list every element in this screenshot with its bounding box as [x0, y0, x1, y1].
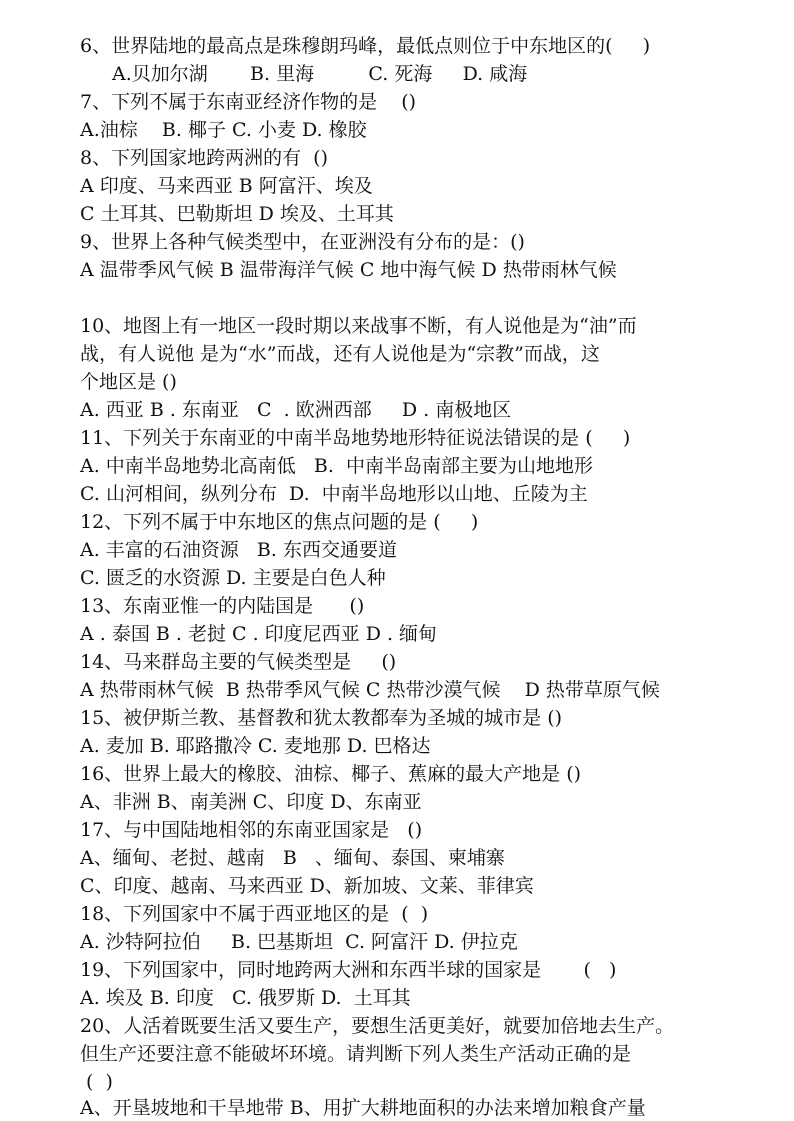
q9-stem: 9、世界上各种气候类型中，在亚洲没有分布的是：() [80, 231, 525, 253]
q8-options-2: C 土耳其、巴勒斯坦 D 埃及、土耳其 [80, 203, 394, 225]
q16-stem: 16、世界上最大的橡胶、油棕、椰子、蕉麻的最大产地是 () [80, 763, 582, 785]
q17-options-2: C、印度、越南、马来西亚 D、新加坡、文莱、菲律宾 [80, 875, 534, 897]
q19-stem: 19、下列国家中，同时地跨两大洲和东西半球的国家是 ( ) [80, 959, 617, 981]
q15-options: A. 麦加 B. 耶路撒冷 C. 麦地那 D. 巴格达 [80, 735, 431, 757]
q8-stem: 8、下列国家地跨两洲的有 () [80, 147, 328, 169]
q12-options-2: C. 匮乏的水资源 D. 主要是白色人种 [80, 567, 386, 589]
q8-options-1: A 印度、马来西亚 B 阿富汗、埃及 [80, 175, 373, 197]
q10-options: A. 西亚 B . 东南亚 C . 欧洲西部 D . 南极地区 [80, 399, 512, 421]
q18-stem: 18、下列国家中不属于西亚地区的是 ( ) [80, 903, 429, 925]
q11-stem: 11、下列关于东南亚的中南半岛地势地形特征说法错误的是 ( ) [80, 427, 631, 449]
q11-options-2: C. 山河相间，纵列分布 D. 中南半岛地形以山地、丘陵为主 [80, 483, 588, 505]
q7-stem: 7、下列不属于东南亚经济作物的是 () [80, 91, 417, 113]
q7-options: A.油棕 B. 椰子 C. 小麦 D. 橡胶 [80, 119, 367, 141]
q17-stem: 17、与中国陆地相邻的东南亚国家是 () [80, 819, 423, 841]
q20-stem-3: ( ) [80, 1071, 113, 1093]
q18-options: A. 沙特阿拉伯 B. 巴基斯坦 C. 阿富汗 D. 伊拉克 [80, 931, 518, 953]
q10-stem-2: 战，有人说他 是为“水”而战，还有人说他是为“宗教”而战，这 [80, 343, 600, 365]
q20-options: A、开垦坡地和干旱地带 B、用扩大耕地面积的办法来增加粮食产量 [80, 1097, 646, 1119]
q20-stem-1: 20、人活着既要生活又要生产，要想生活更美好，就要加倍地去生产。 [80, 1015, 675, 1037]
q6-stem: 6、世界陆地的最高点是珠穆朗玛峰，最低点则位于中东地区的( ) [80, 35, 651, 57]
q13-stem: 13、东南亚惟一的内陆国是 () [80, 595, 365, 617]
q11-options-1: A. 中南半岛地势北高南低 B. 中南半岛南部主要为山地地形 [80, 455, 594, 477]
q19-options: A. 埃及 B. 印度 C. 俄罗斯 D. 土耳其 [80, 987, 411, 1009]
q13-options: A . 泰国 B . 老挝 C . 印度尼西亚 D . 缅甸 [80, 623, 438, 645]
q14-options: A 热带雨林气候 B 热带季风气候 C 热带沙漠气候 D 热带草原气候 [80, 679, 660, 701]
q10-stem-1: 10、地图上有一地区一段时期以来战事不断，有人说他是为“油”而 [80, 315, 637, 337]
q15-stem: 15、被伊斯兰教、基督教和犹太教都奉为圣城的城市是 () [80, 707, 563, 729]
q9-options: A 温带季风气候 B 温带海洋气候 C 地中海气候 D 热带雨林气候 [80, 259, 617, 281]
q16-options: A、非洲 B、南美洲 C、印度 D、东南亚 [80, 791, 422, 813]
q20-stem-2: 但生产还要注意不能破坏环境。请判断下列人类生产活动正确的是 [80, 1043, 632, 1065]
q12-options-1: A. 丰富的石油资源 B. 东西交通要道 [80, 539, 397, 561]
q14-stem: 14、马来群岛主要的气候类型是 () [80, 651, 397, 673]
q12-stem: 12、下列不属于中东地区的焦点问题的是 ( ) [80, 511, 479, 533]
q6-options: A.贝加尔湖 B. 里海 C. 死海 D. 咸海 [112, 63, 528, 85]
q10-stem-3: 个地区是 () [80, 371, 177, 393]
q17-options-1: A、缅甸、老挝、越南 B 、缅甸、泰国、柬埔寨 [80, 847, 505, 869]
